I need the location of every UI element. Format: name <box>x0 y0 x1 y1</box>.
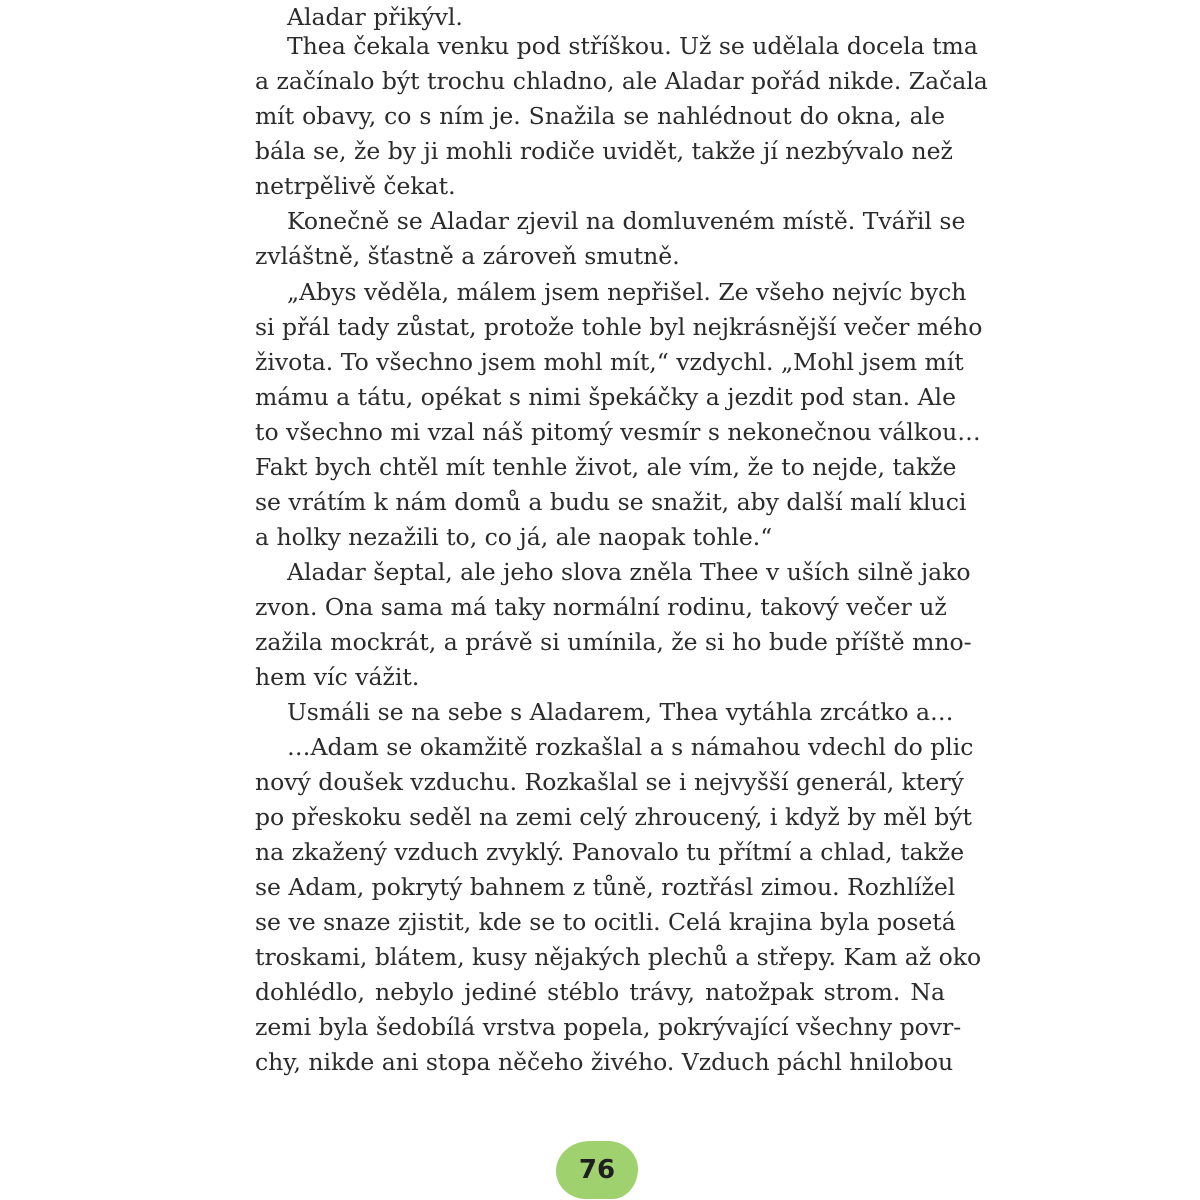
text-line: bála se, že by ji mohli rodiče uvidět, takže jí nezbývalo než <box>255 137 953 165</box>
text-line: troskami, blátem, kusy nějakých plechů a střepy. Kam až oko <box>255 943 982 971</box>
text-line: po přeskoku seděl na zemi celý zhroucený, i když by měl být <box>255 803 973 831</box>
text-line: života. To všechno jsem mohl mít,“ vzdychl. „Mohl jsem mít <box>255 348 964 376</box>
text-line: na zkažený vzduch zvyklý. Panovalo tu přítmí a chlad, takže <box>255 838 965 866</box>
text-line: se Adam, pokrytý bahnem z tůně, roztřásl zimou. Rozhlížel <box>255 873 956 901</box>
text-line: Konečně se Aladar zjevil na domluveném místě. Tvářil se <box>287 207 966 235</box>
text-line: to všechno mi vzal náš pitomý vesmír s nekonečnou válkou… <box>255 418 981 446</box>
text-line: netrpělivě čekat. <box>255 172 456 200</box>
text-line: Aladar přikývl. <box>287 3 463 31</box>
text-line: Fakt bych chtěl mít tenhle život, ale vím, že to nejde, takže <box>255 453 957 481</box>
text-line: a začínalo být trochu chladno, ale Aladar pořád nikde. Začala <box>255 67 988 95</box>
text-line: a holky nezažili to, co já, ale naopak tohle.“ <box>255 523 773 551</box>
text-line: …Adam se okamžitě rozkašlal a s námahou vdechl do plic <box>287 733 974 761</box>
text-line: si přál tady zůstat, protože tohle byl nejkrásnější večer mého <box>255 313 983 341</box>
text-line: zažila mockrát, a právě si umínila, že si ho bude příště mno- <box>255 628 972 656</box>
page-number: 76 <box>578 1155 616 1185</box>
text-line: zvon. Ona sama má taky normální rodinu, takový večer už <box>255 593 947 621</box>
text-line: zemi byla šedobílá vrstva popela, pokrývající všechny povr- <box>255 1013 962 1041</box>
text-line: Usmáli se na sebe s Aladarem, Thea vytáhla zrcátko a… <box>287 698 954 726</box>
text-line: mámu a tátu, opékat s nimi špekáčky a jezdit pod stan. Ale <box>255 383 956 411</box>
text-line: Thea čekala venku pod stříškou. Už se udělala docela tma <box>287 32 978 60</box>
text-line: chy, nikde ani stopa něčeho živého. Vzduch páchl hnilobou <box>255 1048 954 1076</box>
text-line: dohlédlo, nebylo jediné stéblo trávy, natožpak strom. Na <box>255 978 945 1006</box>
page-number-badge <box>556 1141 638 1199</box>
text-line: Aladar šeptal, ale jeho slova zněla Thee v uších silně jako <box>287 558 971 586</box>
text-line: se vrátím k nám domů a budu se snažit, aby další malí kluci <box>255 488 967 516</box>
text-line: „Abys věděla, málem jsem nepřišel. Ze všeho nejvíc bych <box>287 278 967 306</box>
text-line: se ve snaze zjistit, kde se to ocitli. Celá krajina byla posetá <box>255 908 956 936</box>
text-line: zvláštně, šťastně a zároveň smutně. <box>255 242 680 270</box>
text-line: nový doušek vzduchu. Rozkašlal se i nejvyšší generál, který <box>255 768 964 796</box>
text-line: mít obavy, co s ním je. Snažila se nahlédnout do okna, ale <box>255 102 945 130</box>
text-line: hem víc vážit. <box>255 663 420 691</box>
